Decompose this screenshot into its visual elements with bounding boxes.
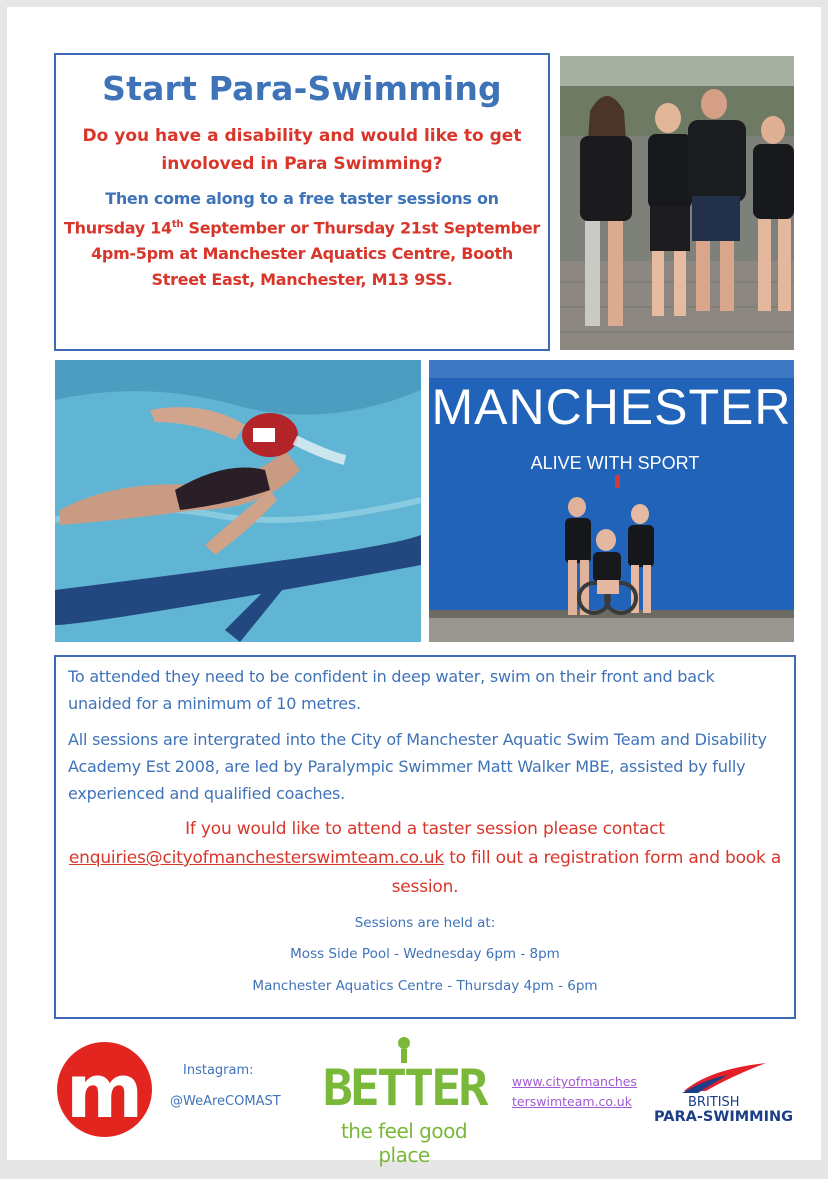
page-title: Start Para-Swimming — [102, 69, 502, 108]
details-day1-suffix: th — [171, 219, 184, 230]
requirements-text: To attended they need to be confident in deep water, swim on their front and back unaided for a minimum of 10 metres. — [68, 667, 715, 713]
footer — [7, 1027, 821, 1167]
contact-before: If you would like to attend a taster session please contact — [185, 819, 665, 839]
better-tagline: the feel good place — [340, 1119, 468, 1167]
swimmer-photo-drawing — [55, 360, 421, 642]
instagram-label: Instagram: — [183, 1063, 254, 1078]
better-logo — [321, 1037, 487, 1167]
manchester-wall-photo — [429, 360, 794, 642]
better-wordmark: BETTER — [322, 1059, 486, 1117]
british-para-swimming-logo — [650, 1059, 800, 1134]
integrated-text: All sessions are intergrated into the City of Manchester Aquatic Swim Team and Disability Academy Est 2008, are led by Paralympic Swimmer Matt Walker MBE, assisted by fully experienced and qualified coaches. — [68, 730, 767, 803]
m-logo — [57, 1042, 152, 1137]
wall-tagline: ALIVE WITH SPORT — [530, 453, 700, 473]
wall-sign: MANCHESTER — [431, 379, 792, 435]
flyer-page — [7, 7, 821, 1167]
website-line-1[interactable]: www.cityofmanches — [512, 1074, 637, 1089]
sessions-heading: Sessions are held at: — [354, 915, 496, 931]
bps-para-swimming: PARA-SWIMMING — [654, 1109, 794, 1125]
team-photo-drawing — [560, 56, 794, 350]
details-dates: September or Thursday 21st September 4pm-5pm at Manchester Aquatics Centre, Booth Street East, Manchester, M13 9SS. — [91, 218, 540, 290]
session-details — [64, 186, 540, 293]
details-lead: Then come along to a free taster sessions on — [105, 189, 499, 208]
m-logo-letter: m — [65, 1049, 144, 1135]
website-line-2[interactable]: terswimteam.co.uk — [512, 1094, 632, 1109]
session-item: Moss Side Pool - Wednesday 6pm - 8pm — [290, 946, 560, 962]
intro-box — [54, 53, 550, 351]
contact-email-link[interactable]: enquiries@cityofmanchesterswimteam.co.uk — [68, 848, 444, 868]
details-day1: Thursday 14 — [64, 218, 172, 238]
instagram-handle[interactable]: @WeAreCOMAST — [170, 1094, 281, 1109]
swimmer-photo — [55, 360, 421, 642]
team-photo — [560, 56, 794, 350]
website-link[interactable] — [512, 1072, 647, 1112]
intro-question: Do you have a disability and would like to get involoved in Para Swimming? — [82, 126, 522, 174]
bps-british: BRITISH — [688, 1095, 740, 1110]
swoosh-icon — [680, 1059, 770, 1093]
contact-text — [56, 815, 794, 902]
session-item: Manchester Aquatics Centre - Thursday 4pm - 6pm — [252, 978, 598, 994]
contact-after: to fill out a registration form and book a session. — [391, 848, 782, 897]
info-box — [54, 655, 796, 1019]
